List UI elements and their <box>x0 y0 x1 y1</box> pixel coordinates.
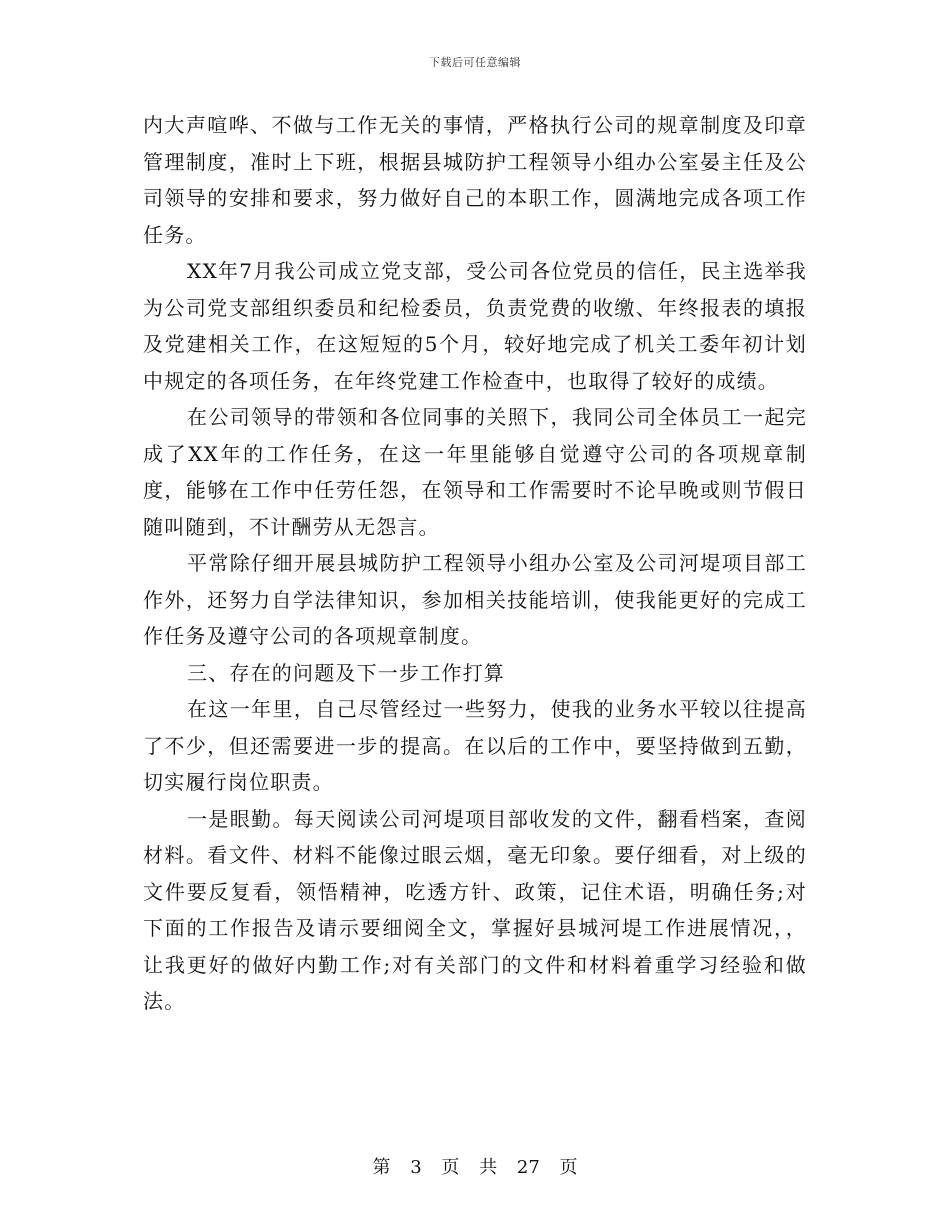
footer-label-ye: 页 <box>559 1157 578 1178</box>
paragraph: 在公司领导的带领和各位同事的关照下，我同公司全体员工一起完成了XX年的工作任务，在这一年里能够自觉遵守公司的各项规章制度，能够在工作中任劳任怨，在领导和工作需要时不论早晚或则节假日随叫随到，不计酬劳从无怨言。 <box>143 405 807 539</box>
paragraph: 一是眼勤。每天阅读公司河堤项目部收发的文件，翻看档案，查阅材料。看文件、材料不能像过眼云烟，毫无印象。要仔细看，对上级的文件要反复看，领悟精神，吃透方针、政策，记住术语，明确任务;对下面的工作报告及请示要细阅全文，掌握好县城河堤工作进展情况，，让我更好的做好内勤工作;对有关部门的文件和材料着重学习经验和做法。 <box>143 806 807 1013</box>
paragraph: XX年7月我公司成立党支部，受公司各位党员的信任，民主选举我为公司党支部组织委员和纪检委员，负责党费的收缴、年终报表的填报及党建相关工作，在这短短的5个月，较好地完成了机关工委年初计划中规定的各项任务，在年终党建工作检查中，也取得了较好的成绩。 <box>143 259 807 393</box>
paragraph: 平常除仔细开展县城防护工程领导小组办公室及公司河堤项目部工作外，还努力自学法律知识，参加相关技能培训，使我能更好的完成工作任务及遵守公司的各项规章制度。 <box>143 551 807 648</box>
current-page-number: 3 <box>410 1157 422 1178</box>
page-number-footer <box>0 1153 950 1179</box>
total-pages-number: 27 <box>516 1157 540 1178</box>
paragraph: 在这一年里，自己尽管经过一些努力，使我的业务水平较以往提高了不少，但还需要进一步的提高。在以后的工作中，要坚持做到五勤，切实履行岗位职责。 <box>143 697 807 794</box>
header-note: 下载后可任意编辑 <box>429 56 521 69</box>
paragraph-continued: 内大声喧哗、不做与工作无关的事情，严格执行公司的规章制度及印章管理制度，准时上下班，根据县城防护工程领导小组办公室晏主任及公司领导的安排和要求，努力做好自己的本职工作，圆满地完成各项工作任务。 <box>143 113 807 247</box>
section-heading: 三、存在的问题及下一步工作打算 <box>187 660 505 685</box>
document-body <box>143 107 807 1020</box>
footer-label-page: 第 <box>372 1157 391 1178</box>
footer-label-total: 共 <box>479 1157 498 1178</box>
footer-label-ye: 页 <box>441 1157 460 1178</box>
